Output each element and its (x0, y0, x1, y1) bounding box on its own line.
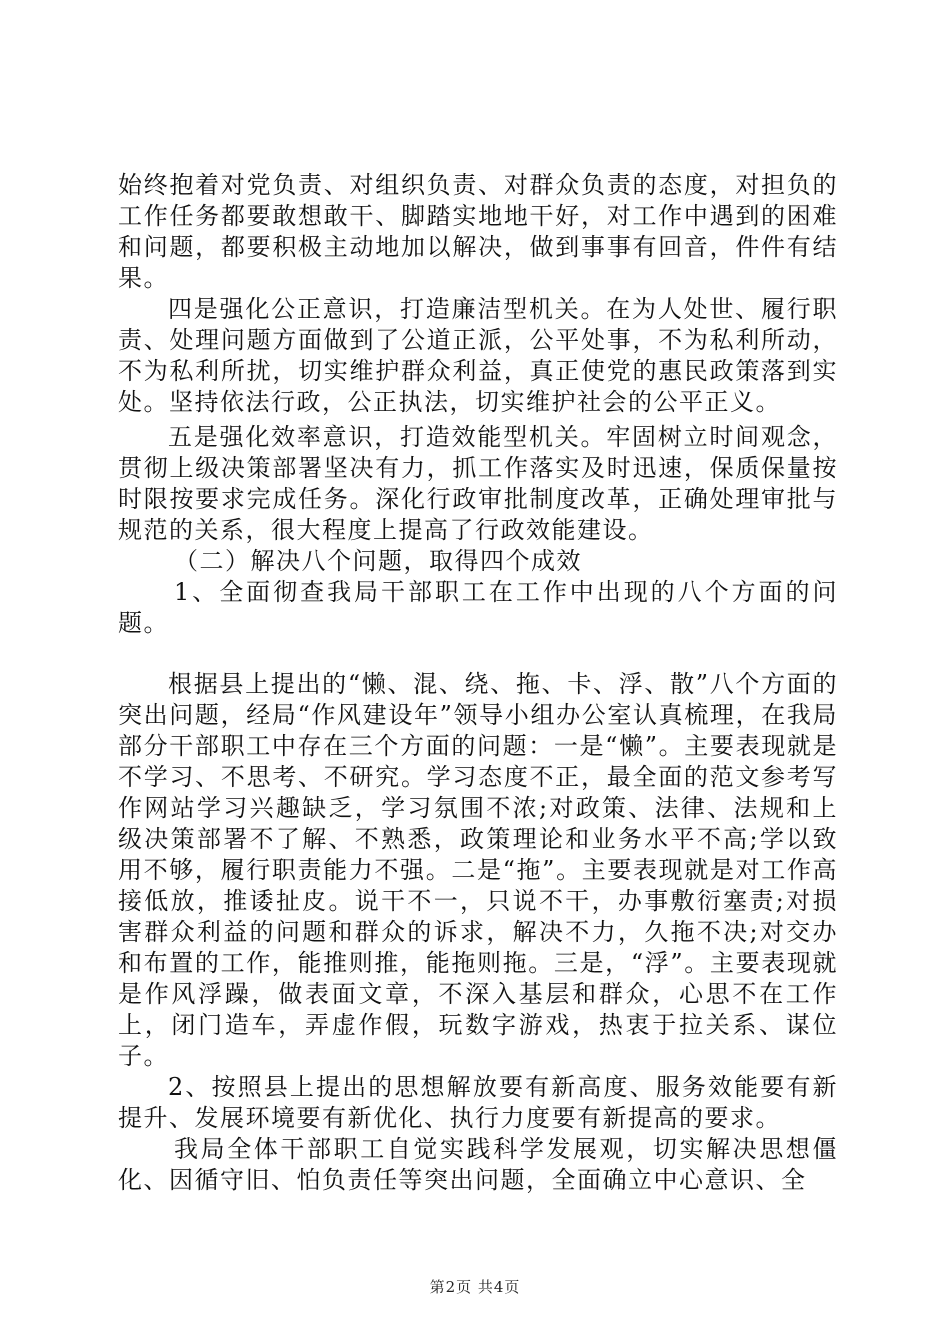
paragraph-item-two-heading: 2、按照县上提出的思想解放要有新高度、服务效能要有新提升、发展环境要有新优化、执行力度要有新提高的要求。 (118, 1073, 838, 1132)
page-number-footer: 第2页 共4页 (429, 1278, 521, 1296)
paragraph-practice: 我局全体干部职工自觉实践科学发展观，切实解决思想僵化、因循守旧、怕负责任等突出问题，全面确立中心意识、全 (118, 1135, 838, 1194)
paragraph-point-four: 四是强化公正意识，打造廉洁型机关。在为人处世、履行职责、处理问题方面做到了公道正派，公平处事，不为私利所动，不为私利所扰，切实维护群众利益，真正使党的惠民政策落到实处。坚持依法行政，公正执法，切实维护社会的公平正义。 (118, 295, 838, 416)
paragraph-point-five: 五是强化效率意识，打造效能型机关。牢固树立时间观念，贯彻上级决策部署坚决有力，抓工作落实及时迅速，保质保量按时限按要求完成任务。深化行政审批制度改革，正确处理审批与规范的关系，很大程度上提高了行政效能建设。 (118, 423, 838, 544)
document-body (118, 170, 838, 1196)
section-heading: （二）解决八个问题，取得四个成效 (174, 547, 582, 575)
paragraph-continuation: 始终抱着对党负责、对组织负责、对群众负责的态度，对担负的工作任务都要敢想敢干、脚踏实地地干好，对工作中遇到的困难和问题，都要积极主动地加以解决，做到事事有回音，件件有结果。 (118, 171, 838, 292)
paragraph-problems: 根据县上提出的“懒、混、绕、拖、卡、浮、散”八个方面的突出问题，经局“作风建设年”领导小组办公室认真梳理，在我局部分干部职工中存在三个方面的问题：一是“懒”。主要表现就是不学习、不思考、不研究。学习态度不正，最全面的范文参考写作网站学习兴趣缺乏，学习氛围不浓;对政策、法律、法规和上级决策部署不了解、不熟悉，政策理论和业务水平不高;学以致用不够，履行职责能力不强。二是“拖”。主要表现就是对工作高接低放，推诿扯皮。说干不一，只说不干，办事敷衍塞责;对损害群众利益的问题和群众的诉求，解决不力，久拖不决;对交办和布置的工作，能推则推，能拖则拖。三是，“浮”。主要表现就是作风浮躁，做表面文章，不深入基层和群众，心思不在工作上，闭门造车，弄虚作假，玩数字游戏，热衷于拉关系、谋位子。 (118, 670, 838, 1070)
paragraph-item-one-heading: 1、全面彻查我局干部职工在工作中出现的八个方面的问题。 (118, 578, 838, 637)
